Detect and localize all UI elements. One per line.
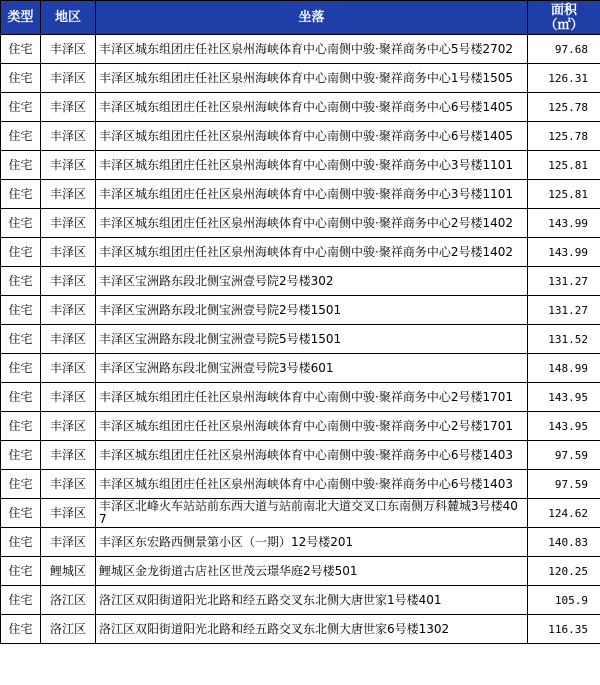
cell-type: 住宅 xyxy=(1,586,41,615)
header-area: 地区 xyxy=(41,1,96,35)
cell-size: 143.95 xyxy=(528,412,600,441)
cell-type: 住宅 xyxy=(1,93,41,122)
cell-type: 住宅 xyxy=(1,64,41,93)
table-row xyxy=(1,557,600,586)
table-row xyxy=(1,470,600,499)
cell-area: 丰泽区 xyxy=(41,325,96,354)
cell-area: 丰泽区 xyxy=(41,180,96,209)
cell-type: 住宅 xyxy=(1,209,41,238)
cell-area: 丰泽区 xyxy=(41,528,96,557)
cell-area: 丰泽区 xyxy=(41,412,96,441)
cell-area: 丰泽区 xyxy=(41,470,96,499)
header-size-label: 面积 xyxy=(550,2,577,18)
cell-location: 丰泽区城东组团庄任社区泉州海峡体育中心南侧中骏·聚祥商务中心6号楼1403 xyxy=(96,441,528,470)
header-row xyxy=(1,1,600,35)
cell-type: 住宅 xyxy=(1,499,41,528)
table-row xyxy=(1,528,600,557)
cell-type: 住宅 xyxy=(1,151,41,180)
cell-size: 148.99 xyxy=(528,354,600,383)
cell-location: 丰泽区城东组团庄任社区泉州海峡体育中心南侧中骏·聚祥商务中心5号楼2702 xyxy=(96,35,528,64)
cell-type: 住宅 xyxy=(1,267,41,296)
cell-area: 丰泽区 xyxy=(41,267,96,296)
cell-type: 住宅 xyxy=(1,383,41,412)
header-size xyxy=(528,1,600,35)
header-location: 坐落 xyxy=(96,1,528,35)
table-row xyxy=(1,122,600,151)
cell-size: 143.99 xyxy=(528,209,600,238)
cell-area: 丰泽区 xyxy=(41,296,96,325)
cell-size: 125.78 xyxy=(528,93,600,122)
cell-type: 住宅 xyxy=(1,238,41,267)
cell-size: 131.27 xyxy=(528,267,600,296)
table-row xyxy=(1,180,600,209)
cell-area: 丰泽区 xyxy=(41,93,96,122)
table-row xyxy=(1,64,600,93)
table-row xyxy=(1,383,600,412)
cell-size: 143.99 xyxy=(528,238,600,267)
cell-size: 125.78 xyxy=(528,122,600,151)
cell-area: 丰泽区 xyxy=(41,122,96,151)
cell-type: 住宅 xyxy=(1,615,41,644)
table-row xyxy=(1,354,600,383)
table-row xyxy=(1,151,600,180)
cell-type: 住宅 xyxy=(1,35,41,64)
cell-location: 丰泽区宝洲路东段北侧宝洲壹号院5号楼1501 xyxy=(96,325,528,354)
cell-type: 住宅 xyxy=(1,296,41,325)
table-row xyxy=(1,35,600,64)
cell-area: 丰泽区 xyxy=(41,499,96,528)
cell-area: 丰泽区 xyxy=(41,441,96,470)
cell-type: 住宅 xyxy=(1,354,41,383)
cell-location: 鲤城区金龙街道古店社区世茂云璟华庭2号楼501 xyxy=(96,557,528,586)
table-body xyxy=(1,35,600,644)
cell-location: 丰泽区城东组团庄任社区泉州海峡体育中心南侧中骏·聚祥商务中心3号楼1101 xyxy=(96,151,528,180)
cell-location: 丰泽区城东组团庄任社区泉州海峡体育中心南侧中骏·聚祥商务中心6号楼1403 xyxy=(96,470,528,499)
cell-location: 洛江区双阳街道阳光北路和经五路交叉东北侧大唐世家1号楼401 xyxy=(96,586,528,615)
table-row xyxy=(1,499,600,528)
table-row xyxy=(1,267,600,296)
cell-size: 116.35 xyxy=(528,615,600,644)
cell-size: 143.95 xyxy=(528,383,600,412)
cell-location: 丰泽区城东组团庄任社区泉州海峡体育中心南侧中骏·聚祥商务中心2号楼1701 xyxy=(96,412,528,441)
table-row xyxy=(1,238,600,267)
cell-size: 131.52 xyxy=(528,325,600,354)
cell-type: 住宅 xyxy=(1,557,41,586)
table-row xyxy=(1,325,600,354)
cell-size: 124.62 xyxy=(528,499,600,528)
cell-area: 洛江区 xyxy=(41,615,96,644)
cell-area: 丰泽区 xyxy=(41,383,96,412)
cell-location: 丰泽区宝洲路东段北侧宝洲壹号院2号楼1501 xyxy=(96,296,528,325)
cell-location: 丰泽区北峰火车站站前东西大道与站前南北大道交叉口东南侧万科麓城3号楼407 xyxy=(96,499,528,528)
cell-location: 丰泽区城东组团庄任社区泉州海峡体育中心南侧中骏·聚祥商务中心6号楼1405 xyxy=(96,122,528,151)
cell-size: 97.59 xyxy=(528,441,600,470)
cell-location: 丰泽区城东组团庄任社区泉州海峡体育中心南侧中骏·聚祥商务中心2号楼1402 xyxy=(96,238,528,267)
cell-type: 住宅 xyxy=(1,412,41,441)
cell-size: 125.81 xyxy=(528,151,600,180)
cell-size: 105.9 xyxy=(528,586,600,615)
cell-type: 住宅 xyxy=(1,122,41,151)
cell-location: 丰泽区城东组团庄任社区泉州海峡体育中心南侧中骏·聚祥商务中心2号楼1701 xyxy=(96,383,528,412)
table-row xyxy=(1,412,600,441)
cell-size: 97.59 xyxy=(528,470,600,499)
cell-location: 丰泽区城东组团庄任社区泉州海峡体育中心南侧中骏·聚祥商务中心3号楼1101 xyxy=(96,180,528,209)
cell-location: 丰泽区城东组团庄任社区泉州海峡体育中心南侧中骏·聚祥商务中心6号楼1405 xyxy=(96,93,528,122)
cell-size: 131.27 xyxy=(528,296,600,325)
cell-size: 120.25 xyxy=(528,557,600,586)
cell-location: 丰泽区宝洲路东段北侧宝洲壹号院2号楼302 xyxy=(96,267,528,296)
cell-type: 住宅 xyxy=(1,325,41,354)
cell-type: 住宅 xyxy=(1,180,41,209)
cell-size: 125.81 xyxy=(528,180,600,209)
cell-area: 洛江区 xyxy=(41,586,96,615)
cell-area: 丰泽区 xyxy=(41,238,96,267)
cell-area: 丰泽区 xyxy=(41,64,96,93)
table-row xyxy=(1,93,600,122)
cell-type: 住宅 xyxy=(1,441,41,470)
cell-location: 丰泽区城东组团庄任社区泉州海峡体育中心南侧中骏·聚祥商务中心2号楼1402 xyxy=(96,209,528,238)
cell-area: 鲤城区 xyxy=(41,557,96,586)
cell-size: 126.31 xyxy=(528,64,600,93)
cell-location: 丰泽区东宏路西侧景第小区（一期）12号楼201 xyxy=(96,528,528,557)
table-row xyxy=(1,615,600,644)
cell-area: 丰泽区 xyxy=(41,35,96,64)
table-row xyxy=(1,441,600,470)
cell-area: 丰泽区 xyxy=(41,209,96,238)
cell-type: 住宅 xyxy=(1,470,41,499)
table-row xyxy=(1,296,600,325)
cell-area: 丰泽区 xyxy=(41,151,96,180)
cell-location: 丰泽区城东组团庄任社区泉州海峡体育中心南侧中骏·聚祥商务中心1号楼1505 xyxy=(96,64,528,93)
cell-location: 洛江区双阳街道阳光北路和经五路交叉东北侧大唐世家6号楼1302 xyxy=(96,615,528,644)
cell-size: 97.68 xyxy=(528,35,600,64)
cell-size: 140.83 xyxy=(528,528,600,557)
cell-area: 丰泽区 xyxy=(41,354,96,383)
cell-type: 住宅 xyxy=(1,528,41,557)
header-size-unit: （㎡） xyxy=(544,17,584,33)
table-row xyxy=(1,586,600,615)
table-row xyxy=(1,209,600,238)
cell-location: 丰泽区宝洲路东段北侧宝洲壹号院3号楼601 xyxy=(96,354,528,383)
header-type: 类型 xyxy=(1,1,41,35)
